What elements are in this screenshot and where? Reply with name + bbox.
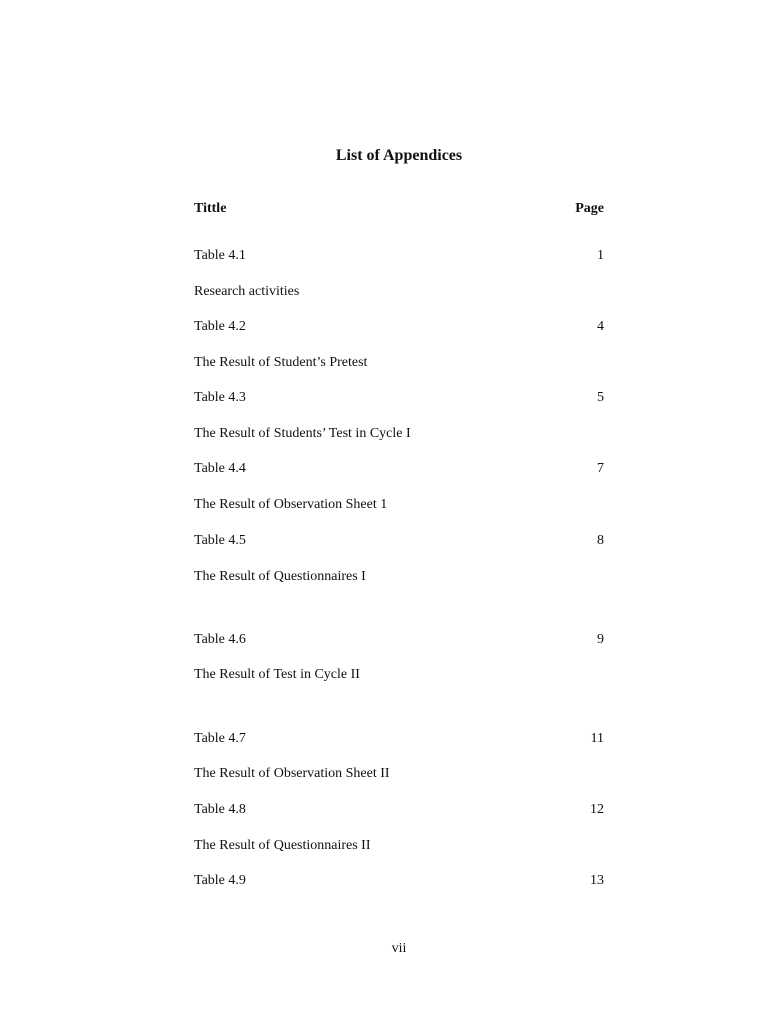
entry-page-number: 12 xyxy=(590,802,604,817)
entry-table-label: Table 4.9 xyxy=(194,873,246,888)
entry-page-number: 11 xyxy=(590,731,604,746)
entry-description-row xyxy=(194,765,604,783)
appendix-entry xyxy=(194,872,604,890)
appendix-entry xyxy=(194,460,604,478)
appendix-entry xyxy=(194,389,604,407)
entry-description: Research activities xyxy=(194,284,300,299)
entry-description: The Result of Questionnaires I xyxy=(194,569,366,584)
entry-description-row xyxy=(194,666,604,684)
entry-description-row xyxy=(194,425,604,443)
entry-table-label: Table 4.2 xyxy=(194,319,246,334)
title-column-header: Tittle xyxy=(194,201,227,216)
entry-page-number: 7 xyxy=(597,461,604,476)
entry-description: The Result of Student’s Pretest xyxy=(194,355,368,370)
appendix-entry xyxy=(194,532,604,550)
entry-page-number: 4 xyxy=(597,319,604,334)
entry-page-number: 5 xyxy=(597,390,604,405)
entry-table-label: Table 4.7 xyxy=(194,731,246,746)
appendix-entry xyxy=(194,801,604,819)
appendix-entry xyxy=(194,631,604,649)
page-title: List of Appendices xyxy=(335,147,463,164)
entry-description: The Result of Observation Sheet 1 xyxy=(194,497,388,512)
entry-table-label: Table 4.3 xyxy=(194,390,246,405)
entry-table-label: Table 4.5 xyxy=(194,533,246,548)
appendix-entry xyxy=(194,730,604,748)
appendix-entry xyxy=(194,318,604,336)
entry-description: The Result of Questionnaires II xyxy=(194,838,371,853)
entry-description: The Result of Test in Cycle II xyxy=(194,667,360,682)
entry-description-row xyxy=(194,496,604,514)
entry-page-number: 1 xyxy=(597,248,604,263)
entry-description-row xyxy=(194,568,604,586)
entry-table-label: Table 4.6 xyxy=(194,632,246,647)
entry-description-row xyxy=(194,354,604,372)
column-header-row xyxy=(194,200,604,218)
entry-description-row xyxy=(194,283,604,301)
entry-description: The Result of Students’ Test in Cycle I xyxy=(194,426,411,441)
entry-page-number: 9 xyxy=(597,632,604,647)
page-column-header: Page xyxy=(575,201,604,216)
entry-table-label: Table 4.8 xyxy=(194,802,246,817)
entry-table-label: Table 4.1 xyxy=(194,248,246,263)
page-number-footer: vii xyxy=(391,941,407,956)
entry-description: The Result of Observation Sheet II xyxy=(194,766,390,781)
entry-description-row xyxy=(194,837,604,855)
entry-page-number: 13 xyxy=(590,873,604,888)
appendix-entry xyxy=(194,247,604,265)
entry-page-number: 8 xyxy=(597,533,604,548)
entry-table-label: Table 4.4 xyxy=(194,461,246,476)
